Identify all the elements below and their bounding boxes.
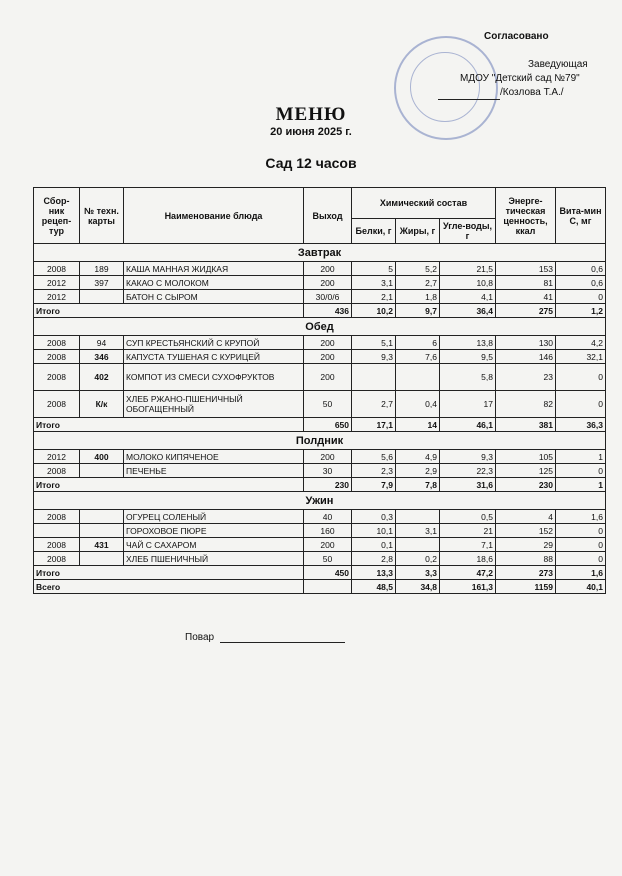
table-cell: 346 bbox=[80, 350, 124, 364]
table-cell: 0,2 bbox=[396, 552, 440, 566]
table-row bbox=[34, 524, 606, 538]
table-cell bbox=[396, 364, 440, 391]
table-cell: 4,2 bbox=[556, 336, 606, 350]
table-cell: 2008 bbox=[34, 391, 80, 418]
total-cell: 36,3 bbox=[556, 418, 606, 432]
table-cell: 200 bbox=[304, 450, 352, 464]
grand-total-cell: 161,3 bbox=[440, 580, 496, 594]
table-cell: 50 bbox=[304, 391, 352, 418]
table-cell bbox=[396, 538, 440, 552]
header-tech-card: № техн. карты bbox=[80, 188, 124, 244]
table-cell: 2008 bbox=[34, 464, 80, 478]
table-cell: 200 bbox=[304, 276, 352, 290]
table-cell: 30 bbox=[304, 464, 352, 478]
table-cell: 105 bbox=[496, 450, 556, 464]
table-row bbox=[34, 464, 606, 478]
table-cell: 0,1 bbox=[352, 538, 396, 552]
total-cell: 1 bbox=[556, 478, 606, 492]
total-cell: 10,2 bbox=[352, 304, 396, 318]
menu-date: 20 июня 2025 г. bbox=[270, 126, 352, 138]
table-cell: 50 bbox=[304, 552, 352, 566]
table-row bbox=[34, 538, 606, 552]
table-cell: ГОРОХОВОЕ ПЮРЕ bbox=[124, 524, 304, 538]
table-cell: 200 bbox=[304, 538, 352, 552]
table-cell: 2008 bbox=[34, 336, 80, 350]
total-row bbox=[34, 418, 606, 432]
table-cell: 152 bbox=[496, 524, 556, 538]
header-vitamin: Вита-мин С, мг bbox=[556, 188, 606, 244]
total-cell: 1,6 bbox=[556, 566, 606, 580]
table-cell: 0,3 bbox=[352, 510, 396, 524]
header-carbs: Угле-воды, г bbox=[440, 219, 496, 244]
total-cell: 436 bbox=[304, 304, 352, 318]
total-cell: 14 bbox=[396, 418, 440, 432]
total-cell: 1,2 bbox=[556, 304, 606, 318]
table-cell: 3,1 bbox=[396, 524, 440, 538]
table-cell bbox=[80, 510, 124, 524]
table-cell: 146 bbox=[496, 350, 556, 364]
table-cell: 0,6 bbox=[556, 276, 606, 290]
table-cell: 200 bbox=[304, 336, 352, 350]
total-cell: 31,6 bbox=[440, 478, 496, 492]
section-row bbox=[34, 244, 606, 262]
total-cell: 275 bbox=[496, 304, 556, 318]
table-cell: 5,8 bbox=[440, 364, 496, 391]
table-cell: 2008 bbox=[34, 538, 80, 552]
table-cell bbox=[396, 510, 440, 524]
table-cell bbox=[34, 524, 80, 538]
table-cell bbox=[352, 364, 396, 391]
table-cell: 2,7 bbox=[352, 391, 396, 418]
total-label: Итого bbox=[34, 566, 304, 580]
table-cell: КОМПОТ ИЗ СМЕСИ СУХОФРУКТОВ bbox=[124, 364, 304, 391]
approval-signatory: /Козлова Т.А./ bbox=[500, 87, 564, 98]
table-cell: 130 bbox=[496, 336, 556, 350]
table-cell: 21 bbox=[440, 524, 496, 538]
cook-signature bbox=[185, 632, 345, 643]
total-cell: 3,3 bbox=[396, 566, 440, 580]
table-cell bbox=[80, 524, 124, 538]
table-cell: 2008 bbox=[34, 510, 80, 524]
table-row bbox=[34, 552, 606, 566]
total-cell: 46,1 bbox=[440, 418, 496, 432]
table-cell: 0,6 bbox=[556, 262, 606, 276]
table-cell: 6 bbox=[396, 336, 440, 350]
table-cell: 10,1 bbox=[352, 524, 396, 538]
total-cell: 13,3 bbox=[352, 566, 396, 580]
grand-total-label: Всего bbox=[34, 580, 304, 594]
table-cell: 29 bbox=[496, 538, 556, 552]
total-cell: 230 bbox=[496, 478, 556, 492]
table-cell: 21,5 bbox=[440, 262, 496, 276]
header-energy: Энерге-тическая ценность, ккал bbox=[496, 188, 556, 244]
header-protein: Белки, г bbox=[352, 219, 396, 244]
header-chem: Химический состав bbox=[352, 188, 496, 219]
table-cell: 160 bbox=[304, 524, 352, 538]
table-cell: 94 bbox=[80, 336, 124, 350]
table-row bbox=[34, 364, 606, 391]
table-cell: 40 bbox=[304, 510, 352, 524]
table-cell: 0 bbox=[556, 464, 606, 478]
table-cell: МОЛОКО КИПЯЧЕНОЕ bbox=[124, 450, 304, 464]
table-cell: 22,3 bbox=[440, 464, 496, 478]
table-row bbox=[34, 290, 606, 304]
grand-total-cell: 34,8 bbox=[396, 580, 440, 594]
table-cell: 88 bbox=[496, 552, 556, 566]
section-row bbox=[34, 492, 606, 510]
table-cell: 7,1 bbox=[440, 538, 496, 552]
total-cell: 381 bbox=[496, 418, 556, 432]
table-row bbox=[34, 276, 606, 290]
table-cell: КАПУСТА ТУШЕНАЯ С КУРИЦЕЙ bbox=[124, 350, 304, 364]
total-cell: 230 bbox=[304, 478, 352, 492]
table-cell: 9,3 bbox=[352, 350, 396, 364]
section-title: Полдник bbox=[34, 432, 606, 450]
grand-total-cell: 1159 bbox=[496, 580, 556, 594]
header-collection: Сбор-ник рецеп-тур bbox=[34, 188, 80, 244]
table-cell bbox=[80, 552, 124, 566]
table-cell: 17 bbox=[440, 391, 496, 418]
section-row bbox=[34, 432, 606, 450]
table-cell: 5,1 bbox=[352, 336, 396, 350]
table-cell: 2,3 bbox=[352, 464, 396, 478]
table-cell: 4,1 bbox=[440, 290, 496, 304]
table-cell: 10,8 bbox=[440, 276, 496, 290]
grand-total-cell: 40,1 bbox=[556, 580, 606, 594]
table-cell: КАША МАННАЯ ЖИДКАЯ bbox=[124, 262, 304, 276]
menu-table bbox=[33, 187, 606, 594]
table-cell: 9,3 bbox=[440, 450, 496, 464]
table-cell: 0,5 bbox=[440, 510, 496, 524]
total-cell: 47,2 bbox=[440, 566, 496, 580]
table-cell: 1,6 bbox=[556, 510, 606, 524]
section-title: Обед bbox=[34, 318, 606, 336]
table-cell: 4,9 bbox=[396, 450, 440, 464]
header-dish: Наименование блюда bbox=[124, 188, 304, 244]
table-cell: 2,8 bbox=[352, 552, 396, 566]
menu-body bbox=[34, 244, 606, 594]
table-row bbox=[34, 450, 606, 464]
table-cell: 1,8 bbox=[396, 290, 440, 304]
table-cell: СУП КРЕСТЬЯНСКИЙ С КРУПОЙ bbox=[124, 336, 304, 350]
table-cell: 23 bbox=[496, 364, 556, 391]
total-cell: 36,4 bbox=[440, 304, 496, 318]
cook-signature-line bbox=[220, 632, 345, 643]
table-cell: 0,4 bbox=[396, 391, 440, 418]
table-cell: БАТОН С СЫРОМ bbox=[124, 290, 304, 304]
menu-subtitle: Сад 12 часов bbox=[265, 155, 357, 171]
table-cell: 5,2 bbox=[396, 262, 440, 276]
table-cell: 2012 bbox=[34, 450, 80, 464]
total-cell: 9,7 bbox=[396, 304, 440, 318]
table-cell: ОГУРЕЦ СОЛЕНЫЙ bbox=[124, 510, 304, 524]
grand-total-cell bbox=[304, 580, 352, 594]
table-cell: 0 bbox=[556, 552, 606, 566]
table-cell: 0 bbox=[556, 364, 606, 391]
table-cell: 200 bbox=[304, 350, 352, 364]
table-cell: 2012 bbox=[34, 290, 80, 304]
table-row bbox=[34, 391, 606, 418]
total-cell: 7,9 bbox=[352, 478, 396, 492]
table-cell: 4 bbox=[496, 510, 556, 524]
table-cell: 2008 bbox=[34, 350, 80, 364]
table-cell: КАКАО С МОЛОКОМ bbox=[124, 276, 304, 290]
table-cell: ЧАЙ С САХАРОМ bbox=[124, 538, 304, 552]
table-cell: 2008 bbox=[34, 364, 80, 391]
table-cell: 7,6 bbox=[396, 350, 440, 364]
total-label: Итого bbox=[34, 478, 304, 492]
table-cell: 2008 bbox=[34, 552, 80, 566]
total-cell: 17,1 bbox=[352, 418, 396, 432]
table-cell: 82 bbox=[496, 391, 556, 418]
table-cell: 41 bbox=[496, 290, 556, 304]
total-row bbox=[34, 478, 606, 492]
table-cell: 0 bbox=[556, 290, 606, 304]
approval-position: Заведующая bbox=[528, 59, 588, 70]
table-cell: 5 bbox=[352, 262, 396, 276]
table-cell: 125 bbox=[496, 464, 556, 478]
section-title: Ужин bbox=[34, 492, 606, 510]
total-label: Итого bbox=[34, 418, 304, 432]
table-cell: 1 bbox=[556, 450, 606, 464]
table-cell bbox=[80, 290, 124, 304]
table-cell: 402 bbox=[80, 364, 124, 391]
table-cell bbox=[80, 464, 124, 478]
table-cell: 0 bbox=[556, 524, 606, 538]
total-cell: 450 bbox=[304, 566, 352, 580]
table-cell: 200 bbox=[304, 364, 352, 391]
table-cell: 2,1 bbox=[352, 290, 396, 304]
approval-agreed: Согласовано bbox=[484, 31, 549, 42]
cook-label: Повар bbox=[185, 632, 215, 643]
table-cell: 5,6 bbox=[352, 450, 396, 464]
table-cell: 200 bbox=[304, 262, 352, 276]
table-cell: 30/0/6 bbox=[304, 290, 352, 304]
page-title: МЕНЮ bbox=[275, 104, 347, 125]
table-cell: ПЕЧЕНЬЕ bbox=[124, 464, 304, 478]
table-cell: 397 bbox=[80, 276, 124, 290]
table-cell: 32,1 bbox=[556, 350, 606, 364]
table-cell: 3,1 bbox=[352, 276, 396, 290]
grand-total-cell: 48,5 bbox=[352, 580, 396, 594]
table-row bbox=[34, 336, 606, 350]
total-cell: 650 bbox=[304, 418, 352, 432]
table-cell: 400 bbox=[80, 450, 124, 464]
table-cell: ХЛЕБ РЖАНО-ПШЕНИЧНЫЙ ОБОГАЩЕННЫЙ bbox=[124, 391, 304, 418]
table-cell: 153 bbox=[496, 262, 556, 276]
approval-signature bbox=[438, 86, 564, 100]
table-cell: 2,7 bbox=[396, 276, 440, 290]
table-cell: 189 bbox=[80, 262, 124, 276]
signature-line bbox=[438, 89, 500, 100]
table-cell: 0 bbox=[556, 391, 606, 418]
header-fat: Жиры, г bbox=[396, 219, 440, 244]
table-cell: 2,9 bbox=[396, 464, 440, 478]
total-row bbox=[34, 566, 606, 580]
table-row bbox=[34, 350, 606, 364]
table-cell: 2008 bbox=[34, 262, 80, 276]
section-title: Завтрак bbox=[34, 244, 606, 262]
table-cell: 431 bbox=[80, 538, 124, 552]
table-row bbox=[34, 510, 606, 524]
total-label: Итого bbox=[34, 304, 304, 318]
total-cell: 7,8 bbox=[396, 478, 440, 492]
grand-total-row bbox=[34, 580, 606, 594]
table-cell: 0 bbox=[556, 538, 606, 552]
table-cell: 9,5 bbox=[440, 350, 496, 364]
approval-org: МДОУ "Детский сад №79" bbox=[460, 73, 580, 84]
table-row bbox=[34, 262, 606, 276]
table-cell: 81 bbox=[496, 276, 556, 290]
table-cell: К/к bbox=[80, 391, 124, 418]
total-row bbox=[34, 304, 606, 318]
header-output: Выход bbox=[304, 188, 352, 244]
table-cell: ХЛЕБ ПШЕНИЧНЫЙ bbox=[124, 552, 304, 566]
section-row bbox=[34, 318, 606, 336]
table-cell: 13,8 bbox=[440, 336, 496, 350]
table-cell: 2012 bbox=[34, 276, 80, 290]
total-cell: 273 bbox=[496, 566, 556, 580]
table-cell: 18,6 bbox=[440, 552, 496, 566]
